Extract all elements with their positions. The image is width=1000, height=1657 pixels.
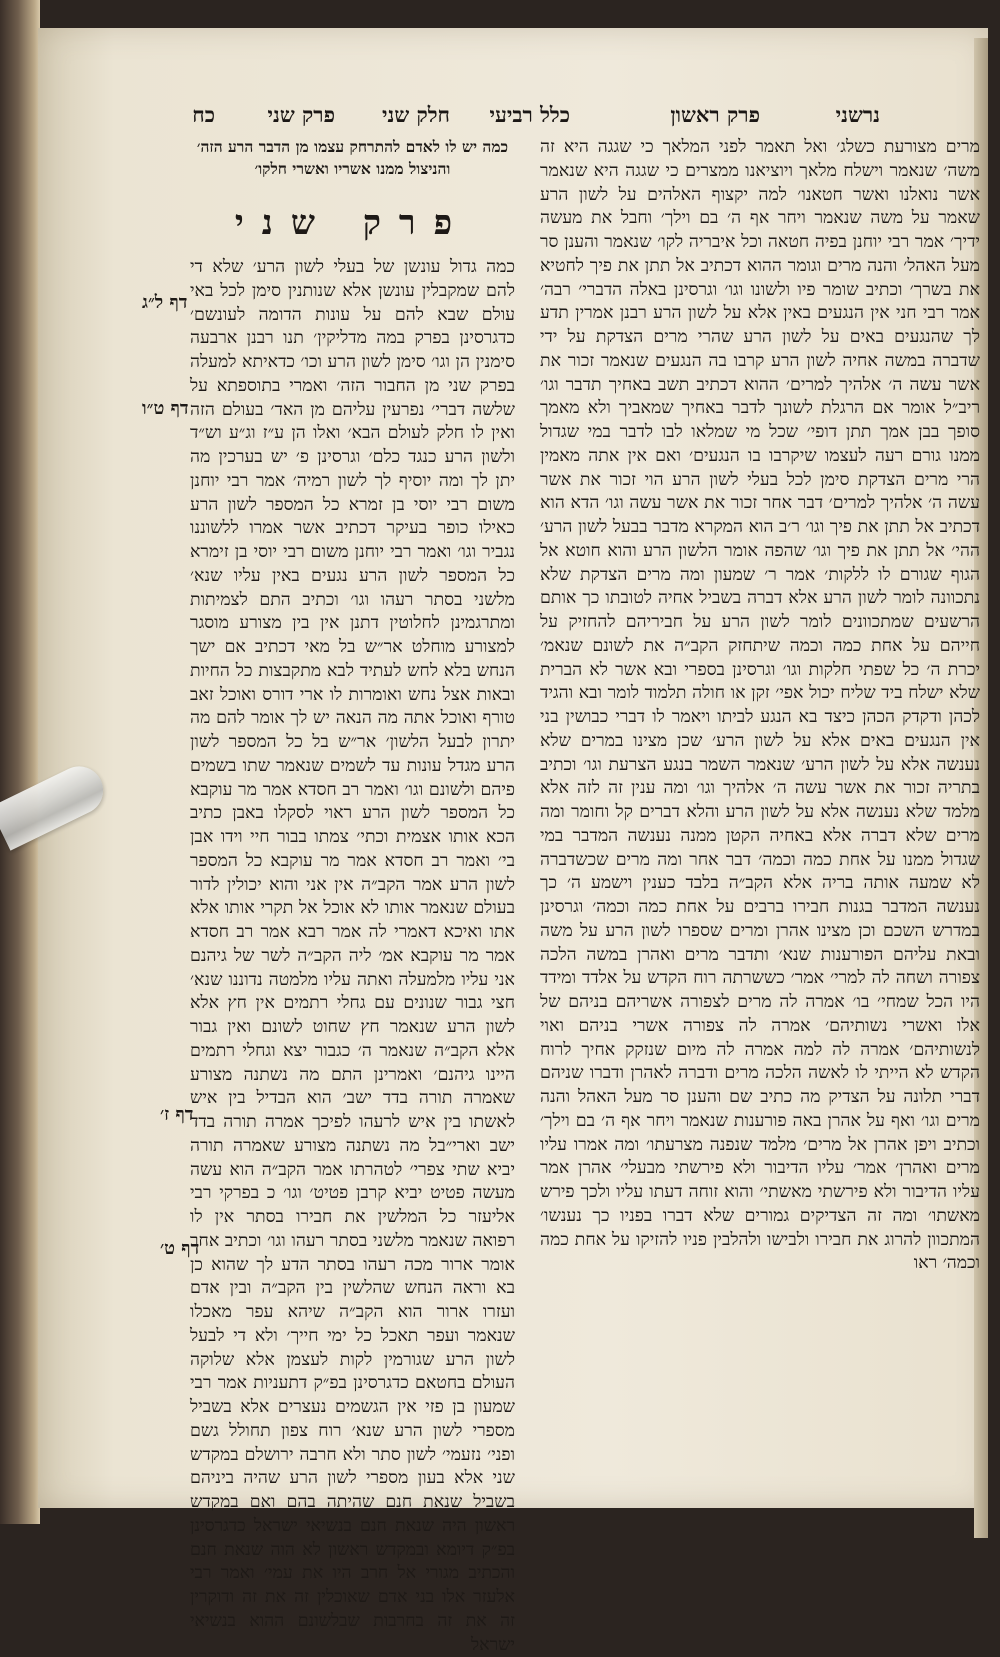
text-column-left [190,136,515,1655]
margin-note-daf: דף ט״ו [142,398,189,419]
text-column-right [540,136,980,1321]
column-text: מרים מצורעת כשלג׳ ואל תאמר לפני המלאך כי שגגה היא זה משה׳ שנאמר וישלח מלאך ויוציאנו ממצרים כי שגגה היא שנאמר אשר נואלנו ואשר חטאנו׳ למה יקצוף האלהים על לשון הרע שאמר על משה שנאמר ויחר אף ה׳ בם וילך׳ וחבל את מעשה ידיך׳ אמר רבי יוחנן בפיה חטאה וכל איבריה לקו׳ שנאמר והענן סר מעל האהל׳ והנה מרים וגומר ההוא דכתיב אל תתן את פיך לחטיא את בשרך׳ וכתיב שומר פיו ולשונו וגו׳ וגרסינן באלה הדברי׳ רבה׳ אמר רבי חני אין הנגעים באין אלא על לשון הרע רבנן אמרין תדע לך שהנגעים באים על לשון הרע שהרי מרים הצדקת על ידי שדברה במשה אחיה לשון הרע קרבו בה הנגעים שנאמר זכור את אשר עשה ה׳ אלהיך למרים׳ ההוא דכתיב תשב באחיך תדבר וגו׳ ריב״ל אומר אם הרגלת לשונך לדבר באחיך שמאביך ולא מאמך סופך בבן אמך תתן דופי׳ שכל מי שמלאו לבו לדבר במי שגדול ממנו גורם רעה לעצמו שיקרבו בו הנגעים׳ ואם אין אתה מאמין הרי מרים הצדקת סימן לכל בעלי לשון הרע הוי זכור את אשר עשה ה׳ אלהיך למרים׳ דבר אחר זכור את אשר עשה וגו׳ הדא הוא דכתיב אל תתן את פיך וגו׳ ר׳ב הוא המקרא מדבר בבעל לשון הרע׳ ההי׳ אל תתן את פיך וגו׳ שהפה אומר הלשון הרע והוא חוטא אל הגוף שגורם לו ללקות׳ אמר ר׳ שמעון ומה מרים הצדקת שלא נתכוונה לומר לשון הרע אלא דברה בשביל אחיה לטובתו כך אותם הרשעים שמתכוונים לומר לשון הרע על חביריהם להחזיק על חייהם על אחת כמה וכמה שיתחזק הקב״ה את לשונם שנאמ׳ יכרת ה׳ כל שפתי חלקות וגו׳ וגרסינן בספרי ובא אשר לא הברית שלא ישלח ביד שליח יכול אפי׳ זקן או חולה תלמוד לומר ובא והגיד לכהן ודקדק הכהן כיצד בא הנגע לביתו ויאמר לו דברי כבושין בני אין הנגעים באים אלא על לשון הרע׳ שכן מצינו במרים שלא נענשה אלא על לשון הרע׳ שנאמר השמר בנגע הצרעת וגו׳ וכתיב בתריה זכור את אשר עשה ה׳ אלהיך וגו׳ ומה ענין זה לזה אלא מלמד שלא נענשה אלא על לשון הרע והלא דברים קל וחומר ומה מרים שלא דברה אלא באחיה הקטן ממנה נענשה המדבר במי שגדול ממנו על אחת כמה וכמה׳ דבר אחר ומה מרים שכשדברה לא שמעה אותה בריה אלא הקב״ה בלבד כענין וישמע ה׳ כך נענשה המדבר בגנות חבירו ברבים על אחת כמה וכמה׳ וגרסינן במדרש השכם וכן מצינו אהרן ומרים שספרו לשון הרע על משה ובאת עליהם הפורענות שנא׳ ותדבר מרים ואהרן במשה הלכה צפורה ושחה לה למרי׳ אמר׳ כששרתה רוח הקדש על אלדד ומידד היו הכל שמחי׳ בו׳ אמרה לה מרים לצפורה אשריהם בניהם של אלו ואשרי נשותיהם׳ אמרה לה צפורה אשרי בניהם ואוי לנשותיהם׳ אמרה לה למה אמרה לה מיום שנזקק אחיך לרוח הקדש לא הייתי לו לאשה הלכה מרים ודברה לאהרן ודברו שניהם דברי תלונה על הצדיק מה כתיב שם והענן סר מעל האהל והנה מרים וגו׳ ואף על אהרן באה פורענות שנאמר ויחר אף ה׳ בם וילך׳ וכתיב ויפן אהרן אל מרים׳ מלמד שנפנה מצרעתו׳ ומה אמרו עליו מרים ואהרן׳ אמר׳ עליו הדיבור ולא פירשתי מבעלי׳ אהרן אמר עליו הדיבור ולא פירשתי מאשתי׳ והוא זוחה דעתו עליו ולכך פירש מאשתו׳ ומה זה הצדיקים גמורים שלא דברו בפניו כך נענשו׳ המתכוון להרוג את חבירו ולבישו ולהלבין פניו להזיקו על אחת כמה וכמה׳ ראו [540,137,980,1274]
book-spine [0,0,40,1524]
chapter-title: פרק שני [234,203,471,243]
running-head-name: נרשני [835,102,880,127]
running-head-part: חלק שני [381,102,450,127]
running-head-chapter-right: פרק ראשון [670,102,760,127]
chapter-intro: כמה יש לו לאדם להתרחק עצמו מן הדבר הרע הזה׳ והניצול ממנו אשריו ואשרי חלקו׳ [196,137,509,178]
running-head-chapter-left: פרק שני [267,102,335,127]
column-text: כמה גדול עונשן של בעלי לשון הרע׳ שלא די להם שמקבלין עונשן אלא שנותנין סימן לכל באי עולם שבא להם על עונות הדומה לעונשם׳ כדגרסינן בפרק במה מדליקין׳ תנו רבנן ארבעה סימנין הן וגו׳ סימן לשון הרע וכו׳ כדאיתא למעלה בפרק שני מן החבור הזה׳ ואמרי בתוספתא על שלשה דברי׳ נפרעין עליהם מן האד׳ בעולם הזה ואין לו חלק לעולם הבא׳ ואלו הן ע״ז וג״ע וש״ד ולשון הרע כנגד כלם׳ וגרסינן פ׳ יש בערכין מה יתן לך ומה יוסיף לך לשון רמיה׳ אמר רבי יוחנן משום רבי יוסי בן זמרא כל המספר לשון הרע כאילו כופר בעיקר דכתיב אשר אמרו ללשוננו נגביר וגו׳ ואמר רבי יוחנן משום רבי יוסי בן זימרא כל המספר לשון הרע נגעים באין עליו שנא׳ מלשני בסתר רעהו וגו׳ וכתיב התם לצמיתות ומתרגמינן לחלוטין דתנן אין בין מצורע מוסגר למצורע מוחלט אר״ש בל מאי דכתיב אם ישך הנחש בלא לחש לעתיד לבא מתקבצות כל החיות ובאות אצל נחש ואומרות לו ארי דורס ואוכל זאב טורף ואוכל אתה מה הנאה יש לך אומר להם מה יתרון לבעל הלשון׳ אר״ש בל כל המספר לשון הרע מגדל עונות עד לשמים שנאמר שתו בשמים פיהם ולשונם וגו׳ ואמר רב חסדא אמר מר עוקבא כל המספר לשון הרע ראוי לסקלו באבן כתיב הכא אותו אצמית וכתי׳ צמתו בבור חיי וידו אבן בי׳ ואמר רב חסדא אמר מר עוקבא כל המספר לשון הרע אמר הקב״ה אין אני והוא יכולין לדור בעולם שנאמר אותו לא אוכל אל תקרי אותו אלא אתו ואיכא דאמרי לה אמר רבא אמר רב חסדא אמר מר עוקבא אמ׳ ליה הקב״ה לשר של גיהנם אני עליו מלמעלה ואתה עליו מלמטה נדוננו שנא׳ חצי גבור שנונים עם גחלי רתמים אין חץ אלא לשון הרע שנאמר חץ שחוט לשונם ואין גבור אלא הקב״ה שנאמר ה׳ כגבור יצא וגחלי רתמים היינו גיהנם׳ ואמרינן התם מה נשתנה מצורע שאמרה תורה בדד ישב׳ הוא הבדיל בין איש לאשתו בין איש לרעהו לפיכך אמרה תורה בדד ישב וארי״בל מה נשתנה מצורע שאמרה תורה יביא שתי צפרי׳ לטהרתו אמר הקב״ה הוא עשה מעשה פטיט יביא קרבן פטיט׳ וגו׳ כ בפרקי רבי אליעזר כל המלשין את חבירו בסתר אין לו רפואה שנאמר מלשני בסתר רעהו וגו׳ וכתיב אחר אומר ארור מכה רעהו בסתר הדע לך שהוא כן בא וראה הנחש שהלשין בין הקב״ה ובין אדם ועזרו ארור הוא הקב״ה שיהא עפר מאכלו שנאמר ועפר תאכל כל ימי חייך׳ ולא די לבעל לשון הרע שגורמין לקות לעצמן אלא שלוקה העולם בחטאם כדגרסינן בפ״ק דתעניות אמר רבי שמעון בן פזי אין הגשמים נעצרים אלא בשביל מספרי לשון הרע שנא׳ רוח צפון תחולל גשם ופני׳ נזעמי׳ לשון סתר ולא חרבה ירושלם במקדש שני אלא בעון מספרי לשון הרע שהיה ביניהם בשביל שנאת חנם שהיתה בהם ואם במקדש ראשון היה שנאת חנם בנשיאי ישראל כדגרסינן בפ״ק דיומא ובמקדש ראשון לא הוה שנאת חנם והכתיב מגורי אל חרב היו את עמי׳ ואמר רבי אלעזר אלו בני אדם שאוכלין זה את זה ודוקרין זה את זה בחרבות שבלשונם ההוא בנשיאי ישראל [190,257,515,1655]
margin-note-daf: דף ל״ג [142,292,188,313]
running-head-rule: כלל רביעי [489,102,570,127]
running-head-folio: כח [192,102,215,127]
margin-note-daf: דף ז׳ [160,1104,194,1125]
margin-note-daf: דף ט׳ [160,1238,200,1259]
